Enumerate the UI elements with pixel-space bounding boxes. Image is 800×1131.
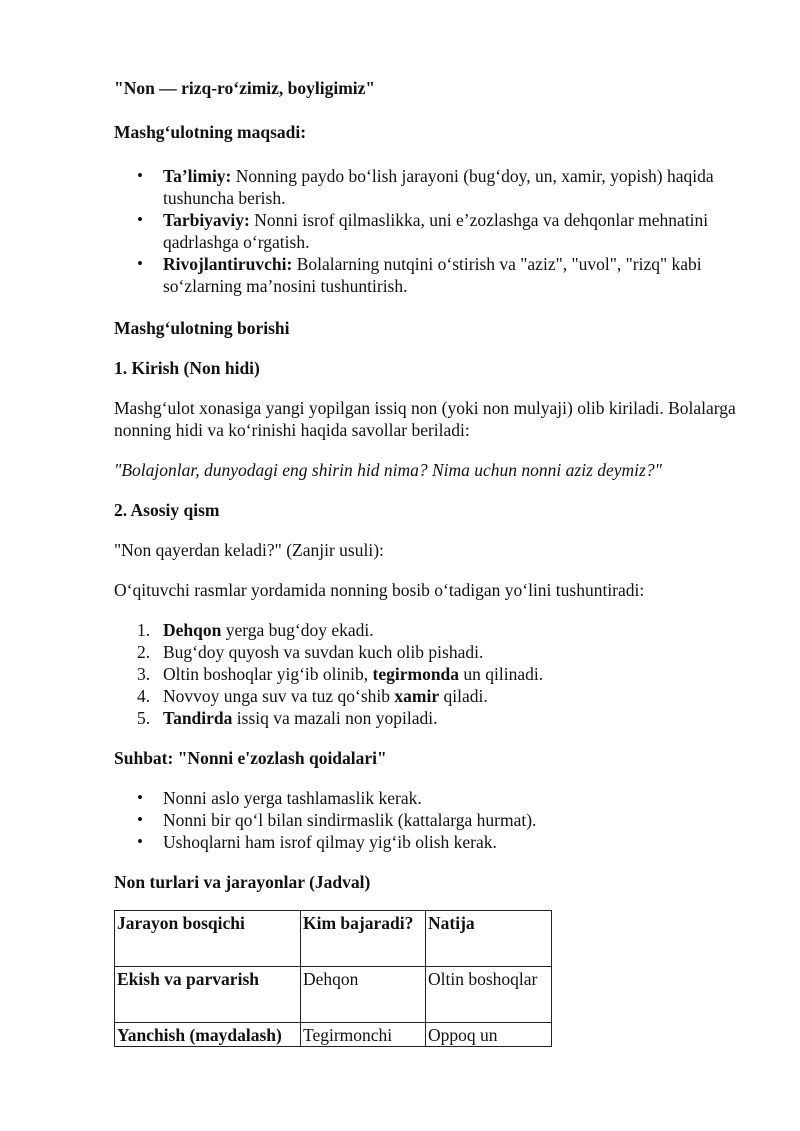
step-item: 3. Oltin boshoqlar yig‘ib olinib, tegirmonda un qilinadi. xyxy=(137,664,544,684)
main-subtitle: "Non qayerdan keladi?" (Zanjir usuli): xyxy=(114,540,384,560)
table-cell: Oppoq un xyxy=(426,1023,552,1047)
table-header-cell: Natija xyxy=(426,911,552,967)
table-cell: Dehqon xyxy=(301,967,426,1023)
goal-item xyxy=(163,209,754,253)
process-table xyxy=(114,910,552,1047)
step-item: 2. Bug‘doy quyosh va suvdan kuch olib pishadi. xyxy=(137,642,484,662)
rule-item: • Nonni aslo yerga tashlamaslik kerak. xyxy=(163,787,754,809)
intro-paragraph: Mashg‘ulot xonasiga yangi yopilgan issiq non (yoki non mulyaji) olib kiriladi. Bolalarga nonning hidi va ko‘rinishi haqida savollar beriladi: xyxy=(114,398,736,440)
steps-list xyxy=(114,619,754,729)
main-lead: O‘qituvchi rasmlar yordamida nonning bosib o‘tadigan yo‘lini tushuntiradi: xyxy=(114,580,645,600)
table-row xyxy=(115,1023,552,1047)
intro-quote: "Bolajonlar, dunyodagi eng shirin hid nima? Nima uchun nonni aziz deymiz?" xyxy=(114,460,662,480)
table-row xyxy=(115,967,552,1023)
step-item: 5. Tandirda issiq va mazali non yopiladi. xyxy=(137,708,438,728)
goal-text: Nonning paydo bo‘lish jarayoni (bug‘doy, un, xamir, yopish) haqida tushuncha berish. xyxy=(163,166,714,208)
goals-list xyxy=(114,165,754,297)
table-heading: Non turlari va jarayonlar (Jadval) xyxy=(114,872,371,892)
goal-label: Tarbiyaviy: xyxy=(163,210,250,230)
goal-item xyxy=(163,165,754,209)
rules-heading: Suhbat: "Nonni e'zozlash qoidalari" xyxy=(114,748,387,768)
rules-list xyxy=(114,787,754,853)
table-cell: Ekish va parvarish xyxy=(115,967,301,1023)
table-header-cell: Jarayon bosqichi xyxy=(115,911,301,967)
progress-heading: Mashg‘ulotning borishi xyxy=(114,318,290,338)
main-heading: 2. Asosiy qism xyxy=(114,500,220,520)
table-cell: Oltin boshoqlar xyxy=(426,967,552,1023)
document-title: "Non — rizq-ro‘zimiz, boyligimiz" xyxy=(114,78,376,98)
goal-item xyxy=(163,253,754,297)
document-content xyxy=(114,77,754,1047)
table-header-row xyxy=(115,911,552,967)
rule-item: • Ushoqlarni ham isrof qilmay yig‘ib olish kerak. xyxy=(163,831,754,853)
goal-text: Bolalarning nutqini o‘stirish va "aziz", "uvol", "rizq" kabi so‘zlarning ma’nosini tushuntirish. xyxy=(163,254,702,296)
goals-heading: Mashg‘ulotning maqsadi: xyxy=(114,122,307,142)
step-item: 4. Novvoy unga suv va tuz qo‘shib xamir qiladi. xyxy=(137,686,488,706)
table-cell: Tegirmonchi xyxy=(301,1023,426,1047)
goal-text: Nonni isrof qilmaslikka, uni e’zozlashga va dehqonlar mehnatini qadrlashga o‘rgatish. xyxy=(163,210,709,252)
rule-item: • Nonni bir qo‘l bilan sindirmaslik (kattalarga hurmat). xyxy=(163,809,754,831)
table-cell: Yanchish (maydalash) xyxy=(115,1023,301,1047)
table-header-cell: Kim bajaradi? xyxy=(301,911,426,967)
goal-label: Rivojlantiruvchi: xyxy=(163,254,293,274)
intro-heading: 1. Kirish (Non hidi) xyxy=(114,358,260,378)
goal-label: Ta’limiy: xyxy=(163,166,232,186)
step-item: 1. Dehqon yerga bug‘doy ekadi. xyxy=(137,620,374,640)
